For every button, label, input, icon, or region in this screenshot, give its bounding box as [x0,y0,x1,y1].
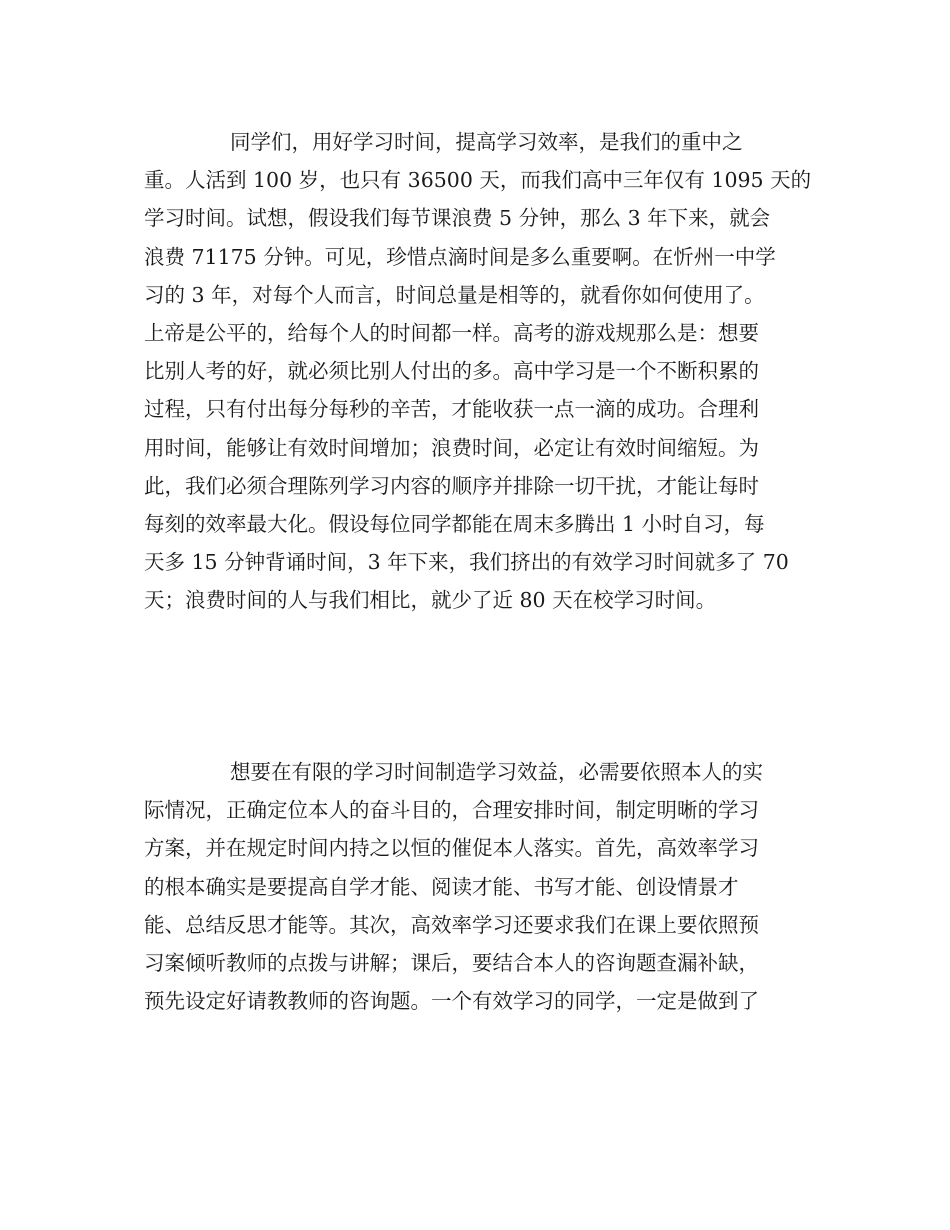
paragraph-line: 每刻的效率最大化。假设每位同学都能在周末多腾出 1 小时自习，每 [144,511,765,536]
paragraph-line: 此，我们必须合理陈列学习内容的顺序并排除一切干扰，才能让每时 [144,473,759,498]
paragraph-line: 同学们，用好学习时间，提高学习效率，是我们的重中之 [230,130,743,154]
paragraph-line: 方案，并在规定时间内持之以恒的催促本人落实。首先，高效率学习 [144,836,759,861]
paragraph-line: 学习时间。试想，假设我们每节课浪费 5 分钟，那么 3 年下来，就会 [144,206,771,231]
paragraph-line: 天多 15 分钟背诵时间，3 年下来，我们挤出的有效学习时间就多了 70 [144,550,789,575]
paragraph-1 [144,123,812,619]
paragraph-line: 过程，只有付出每分每秒的辛苦，才能收获一点一滴的成功。合理利 [144,397,759,422]
paragraph-line: 重。人活到 100 岁，也只有 36500 天，而我们高中三年仅有 1095 天的 [144,168,812,193]
paragraph-line: 上帝是公平的，给每个人的时间都一样。高考的游戏规那么是：想要 [144,320,759,345]
paragraph-line: 能、总结反思才能等。其次，高效率学习还要求我们在课上要依照预 [144,912,759,937]
paragraph-line: 天；浪费时间的人与我们相比，就少了近 80 天在校学习时间。 [144,588,717,613]
paragraph-line: 比别人考的好，就必须比别人付出的多。高中学习是一个不断积累的 [144,359,759,384]
paragraph-2 [144,753,806,1020]
paragraph-line: 际情况，正确定位本人的奋斗目的，合理安排时间，制定明晰的学习 [144,798,759,823]
paragraph-line: 预先设定好请教教师的咨询题。一个有效学习的同学，一定是做到了 [144,989,759,1014]
paragraph-line: 用时间，能够让有效时间增加；浪费时间，必定让有效时间缩短。为 [144,435,759,460]
paragraph-line: 浪费 71175 分钟。可见，珍惜点滴时间是多么重要啊。在忻州一中学 [144,244,776,269]
paragraph-line: 的根本确实是要提高自学才能、阅读才能、书写才能、创设情景才 [144,874,739,899]
paragraph-line: 习案倾听教师的点拨与讲解；课后，要结合本人的咨询题查漏补缺， [144,950,759,975]
paragraph-line: 习的 3 年，对每个人而言，时间总量是相等的，就看你如何使用了。 [144,282,765,307]
paragraph-line: 想要在有限的学习时间制造学习效益，必需要依照本人的实 [230,760,763,784]
